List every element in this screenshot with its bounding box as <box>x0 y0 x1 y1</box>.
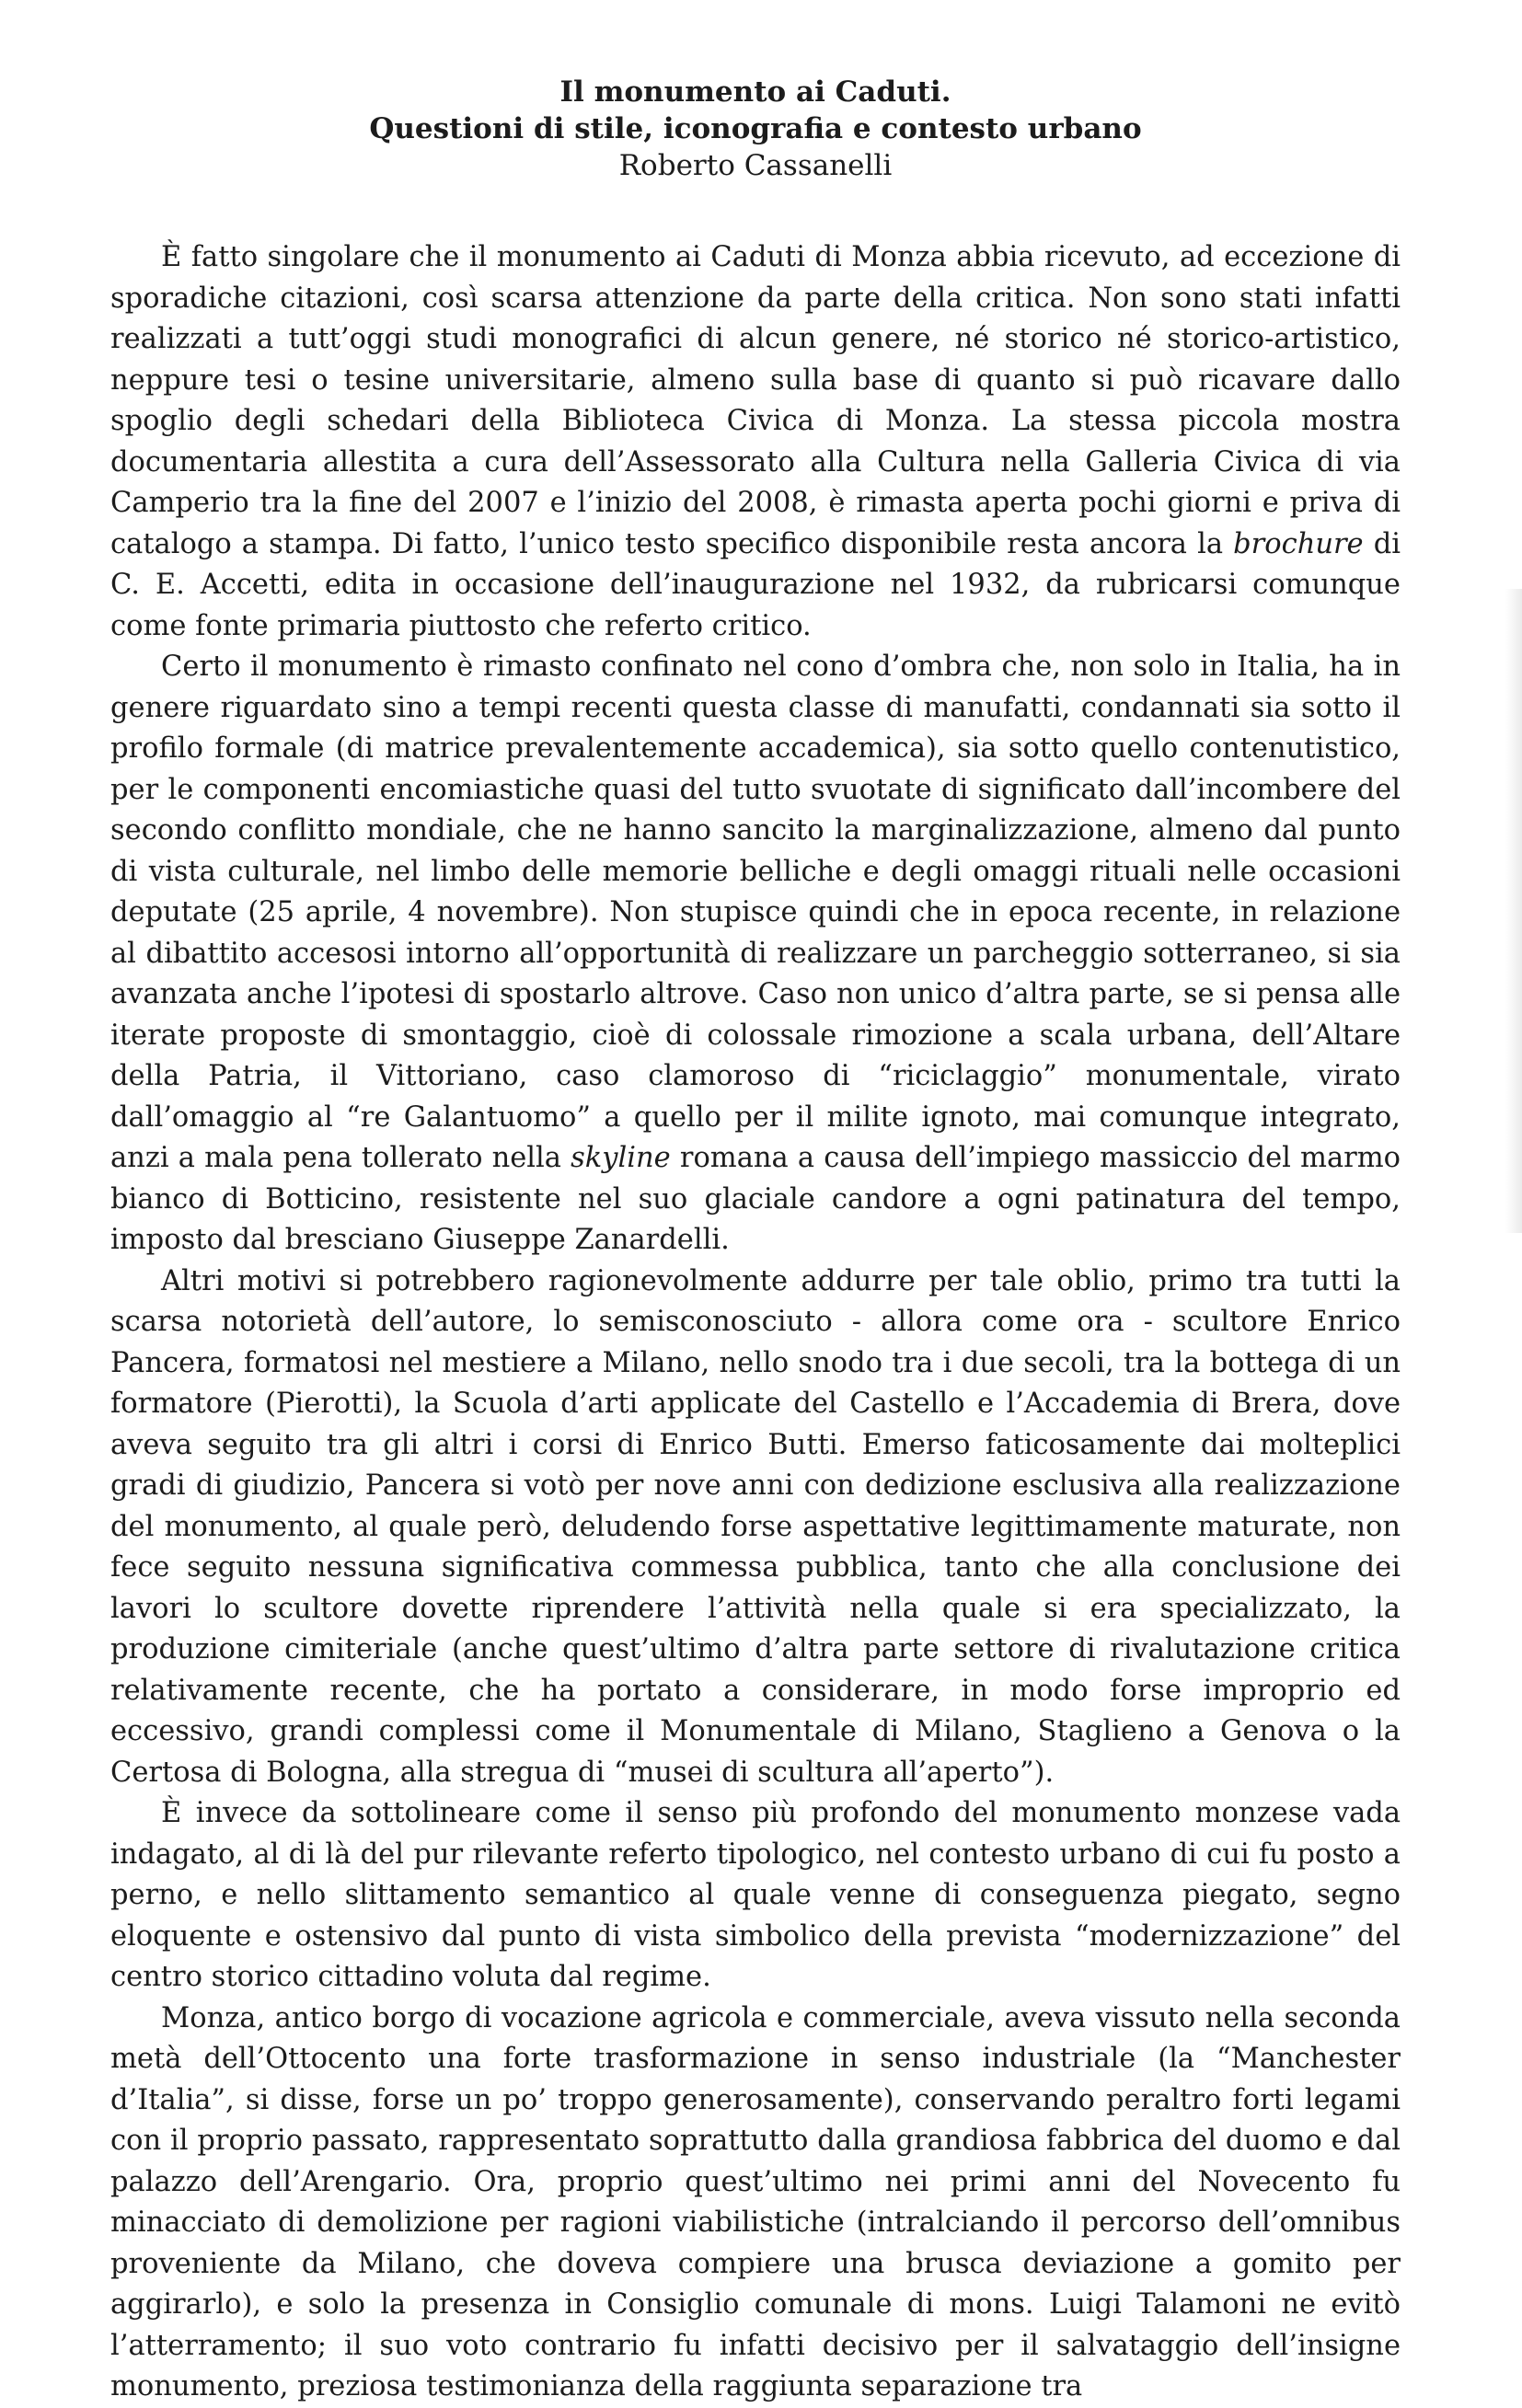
paragraph-text: romana a causa dell’impiego massiccio del marmo bianco di Botticino, resistente nel suo glaciale candore a ogni patinatura del tempo, imposto dal bresciano Giuseppe Zanardelli. <box>110 1142 1401 1256</box>
paragraph-text: È fatto singolare che il monumento ai Caduti di Monza abbia ricevuto, ad eccezione di sporadiche citazioni, così scarsa attenzione da parte della critica. Non sono stati infatti realizzati a tutt’oggi studi monografici di alcun genere, né storico né storico-artistico, neppure tesi o tesine universitarie, almeno sulla base di quanto si può ricavare dallo spoglio degli schedari della Biblioteca Civica di Monza. La stessa piccola mostra documentaria allestita a cura dell’Assessorato alla Cultura nella Galleria Civica di via Camperio tra la fine del 2007 e l’inizio del 2008, è rimasta aperta pochi giorni e priva di catalogo a stampa. Di fatto, l’unico testo specifico disponibile resta ancora la <box>110 241 1401 560</box>
paragraph-text: di C. E. Accetti, edita in occasione dell’inaugurazione nel 1932, da rubricarsi comunque come fonte primaria piuttosto che referto critico. <box>110 527 1401 642</box>
paragraph-1 <box>110 237 1401 647</box>
paragraph-text: Altri motivi si potrebbero ragionevolmente addurre per tale oblio, primo tra tutti la scarsa notorietà dell’autore, lo semisconosciuto - allora come ora - scultore Enrico Pancera, formatosi nel mestiere a Milano, nello snodo tra i due secoli, tra la bottega di un formatore (Pierotti), la Scuola d’arti applicate del Castello e l’Accademia di Brera, dove aveva seguito tra gli altri i corsi di Enrico Butti. Emerso faticosamente dai molteplici gradi di giudizio, Pancera si votò per nove anni con dedizione esclusiva alla realizzazione del monumento, al quale però, deludendo forse aspettative legittimamente maturate, non fece seguito nessuna significativa commessa pubblica, tanto che alla conclusione dei lavori lo scultore dovette riprendere l’attività nella quale si era specializzato, la produzione cimiteriale (anche quest’ultimo d’altra parte settore di rivalutazione critica relativamente recente, che ha portato a considerare, in modo forse improprio ed eccessivo, grandi complessi come il Monumentale di Milano, Staglieno a Genova o la Certosa di Bologna, alla stregua di “musei di scultura all’aperto”). <box>110 1264 1401 1789</box>
article-body <box>110 237 1401 2408</box>
italic-term: skyline <box>571 1142 671 1174</box>
paragraph-3 <box>110 1262 1401 1794</box>
article-title-line-1: Il monumento ai Caduti. <box>559 75 951 109</box>
page-edge-shadow <box>1505 589 1522 1233</box>
paragraph-2 <box>110 647 1401 1262</box>
paragraph-text: È invece da sottolineare come il senso più profondo del monumento monzese vada indagato, al di là del pur rilevante referto tipologico, nel contesto urbano di cui fu posto a perno, e nello slittamento semantico al quale venne di conseguenza piegato, segno eloquente e ostensivo dal punto di vista simbolico della prevista “modernizzazione” del centro storico cittadino voluta dal regime. <box>110 1797 1401 1993</box>
paragraph-text: Monza, antico borgo di vocazione agricola e commerciale, aveva vissuto nella seconda metà dell’Ottocento una forte trasformazione in senso industriale (la “Manchester d’Italia”, si disse, forse un po’ troppo generosamente), conservando peraltro forti legami con il proprio passato, rappresentato soprattutto dalla grandiosa fabbrica del duomo e dal palazzo dell’Arengario. Ora, proprio quest’ultimo nei primi anni del Novecento fu minacciato di demolizione per ragioni viabilistiche (intralciando il percorso dell’omnibus proveniente da Milano, che doveva compiere una brusca deviazione a gomito per aggirarlo), e solo la presenza in Consiglio comunale di mons. Luigi Talamoni ne evitò l’atterramento; il suo voto contrario fu infatti decisivo per il salvataggio dell’insigne monumento, preziosa testimonianza della raggiunta separazione tra <box>110 2001 1401 2402</box>
italic-term: brochure <box>1233 527 1364 560</box>
article-title-line-2: Questioni di stile, iconografia e contesto urbano <box>369 112 1142 145</box>
paragraph-5 <box>110 1999 1401 2408</box>
article-heading <box>110 74 1401 184</box>
paragraph-4 <box>110 1793 1401 1999</box>
article-author: Roberto Cassanelli <box>618 149 893 182</box>
paragraph-text: Certo il monumento è rimasto confinato nel cono d’ombra che, non solo in Italia, ha in genere riguardato sino a tempi recenti questa classe di manufatti, condannati sia sotto il profilo formale (di matrice prevalentemente accademica), sia sotto quello contenutistico, per le componenti encomiastiche quasi del tutto svuotate di significato dall’incombere del secondo conflitto mondiale, che ne hanno sancito la marginalizzazione, almeno dal punto di vista culturale, nel limbo delle memorie belliche e degli omaggi rituali nelle occasioni deputate (25 aprile, 4 novembre). Non stupisce quindi che in epoca recente, in relazione al dibattito accesosi intorno all’opportunità di realizzare un parcheggio sotterraneo, si sia avanzata anche l’ipotesi di spostarlo altrove. Caso non unico d’altra parte, se si pensa alle iterate proposte di smontaggio, cioè di colossale rimozione a scala urbana, dell’Altare della Patria, il Vittoriano, caso clamoroso di “riciclaggio” monumentale, virato dall’omaggio al “re Galantuomo” a quello per il milite ignoto, mai comunque integrato, anzi a mala pena tollerato nella <box>110 651 1401 1174</box>
document-page <box>110 64 1401 2408</box>
